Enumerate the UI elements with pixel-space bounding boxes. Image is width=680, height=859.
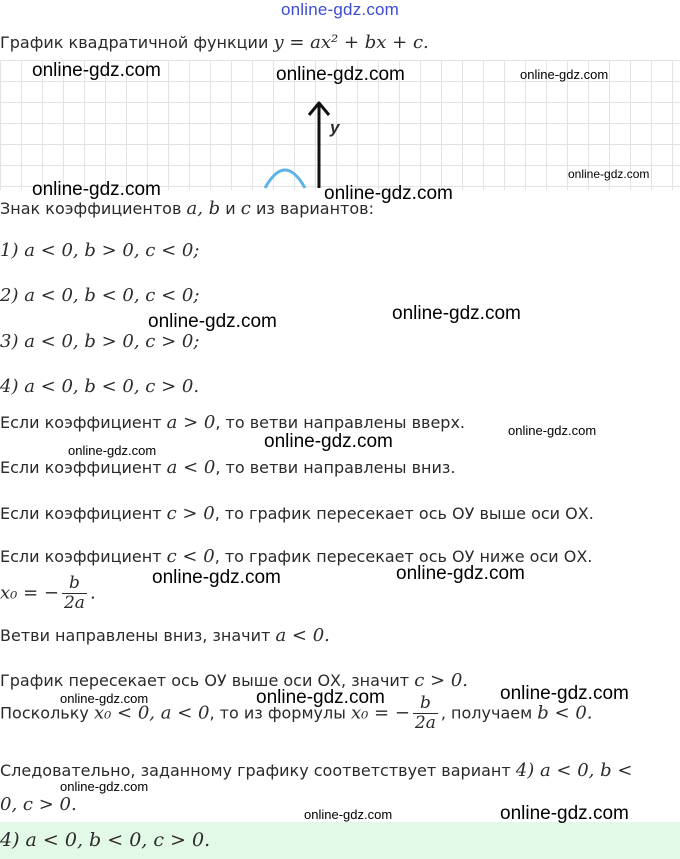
conclusion-expr: a < 0. [275,625,330,646]
y-axis-label: y [330,118,340,137]
conclusion-branches [0,625,330,646]
rule-prefix: Если коэффициент [0,547,162,566]
since-expr2: x₀ = − [350,702,410,724]
since-prefix: Поскольку [0,703,89,723]
since-suffix: , получаем [440,703,533,723]
rule-suffix: , то ветви направлены вверх. [215,413,465,432]
parabola [265,170,305,188]
since-expr1: x₀ < 0, a < 0 [93,702,210,724]
option-2: 2) a < 0, b < 0, c < 0; [0,285,200,306]
watermark-text: online-gdz.com [324,183,453,204]
conclusion-result-line1 [0,760,632,781]
result-expr: 4) a < 0, b < [515,760,633,781]
task-line [0,198,374,219]
watermark-text: online-gdz.com [500,683,629,704]
option-1: 1) a < 0, b > 0, c < 0; [0,240,200,261]
rule-c-positive [0,503,594,524]
problem-title [0,32,429,53]
vertex-formula [0,574,96,612]
task-mid: и [225,199,236,218]
rule-suffix: , то график пересекает ось ОУ ниже оси ОХ. [214,547,593,566]
title-prefix: График квадратичной функции [0,33,269,52]
watermark-text: online-gdz.com [568,167,650,181]
result-prefix: Следовательно, заданному графику соответствует вариант [0,761,511,780]
top-watermark: online-gdz.com [280,0,400,19]
rule-expr: c > 0 [166,503,215,524]
watermark-text: online-gdz.com [60,779,149,794]
conclusion-result-line2: 0, c > 0. [0,794,77,815]
answer-text: 4) a < 0, b < 0, c > 0. [0,829,211,851]
vertex-end: . [89,582,96,604]
watermark-text: online-gdz.com [508,423,597,438]
watermark-text: online-gdz.com [32,179,161,200]
rule-prefix: Если коэффициент [0,413,162,432]
fraction-numerator: b [419,693,431,713]
since-expr3: b < 0. [537,702,593,724]
conclusion-prefix: Ветви направлены вниз, значит [0,626,271,645]
fraction-numerator: b [69,573,80,593]
rule-expr: a < 0 [166,457,216,478]
watermark-text: online-gdz.com [500,803,629,824]
title-formula: y = ax² + bx + c. [273,32,429,53]
fraction-denominator: 2a [414,712,436,733]
watermark-text: online-gdz.com [68,443,157,458]
rule-expr: c < 0 [166,546,215,567]
conclusion-intercept [0,670,468,691]
since-mid: , то из формулы [209,703,346,723]
rule-a-negative [0,457,455,478]
fraction-denominator: 2a [63,592,85,613]
watermark-text: online-gdz.com [60,691,149,706]
rule-suffix: , то график пересекает ось ОУ выше оси ОХ. [214,504,594,523]
task-prefix: Знак коэффициентов [0,199,182,218]
vertex-fraction [62,574,87,612]
rule-expr: a > 0 [166,412,216,433]
watermark-text: online-gdz.com [304,807,393,822]
vertex-lhs: x₀ = − [0,582,59,604]
watermark-text: online-gdz.com [256,687,385,708]
watermark-text: online-gdz.com [392,303,521,324]
conclusion-prefix: График пересекает ось ОУ выше оси ОХ, значит [0,671,410,690]
since-fraction [413,694,438,732]
watermark-text: online-gdz.com [32,60,161,81]
rule-suffix: , то ветви направлены вниз. [215,458,456,477]
task-vars: a, b [186,198,221,219]
watermark-text: online-gdz.com [276,64,405,85]
watermark-text: online-gdz.com [396,563,525,584]
watermark-text: online-gdz.com [148,311,277,332]
rule-prefix: Если коэффициент [0,458,162,477]
task-suffix: из вариантов: [255,199,374,218]
watermark-text: online-gdz.com [264,431,393,452]
option-3: 3) a < 0, b > 0, c > 0; [0,331,200,352]
task-var-c: c [240,198,251,219]
option-4: 4) a < 0, b < 0, c > 0. [0,376,200,397]
rule-a-positive [0,412,465,433]
watermark-text: online-gdz.com [152,567,281,588]
conclusion-expr: c > 0. [414,670,468,691]
watermark-text: online-gdz.com [520,67,609,82]
rule-prefix: Если коэффициент [0,504,162,523]
